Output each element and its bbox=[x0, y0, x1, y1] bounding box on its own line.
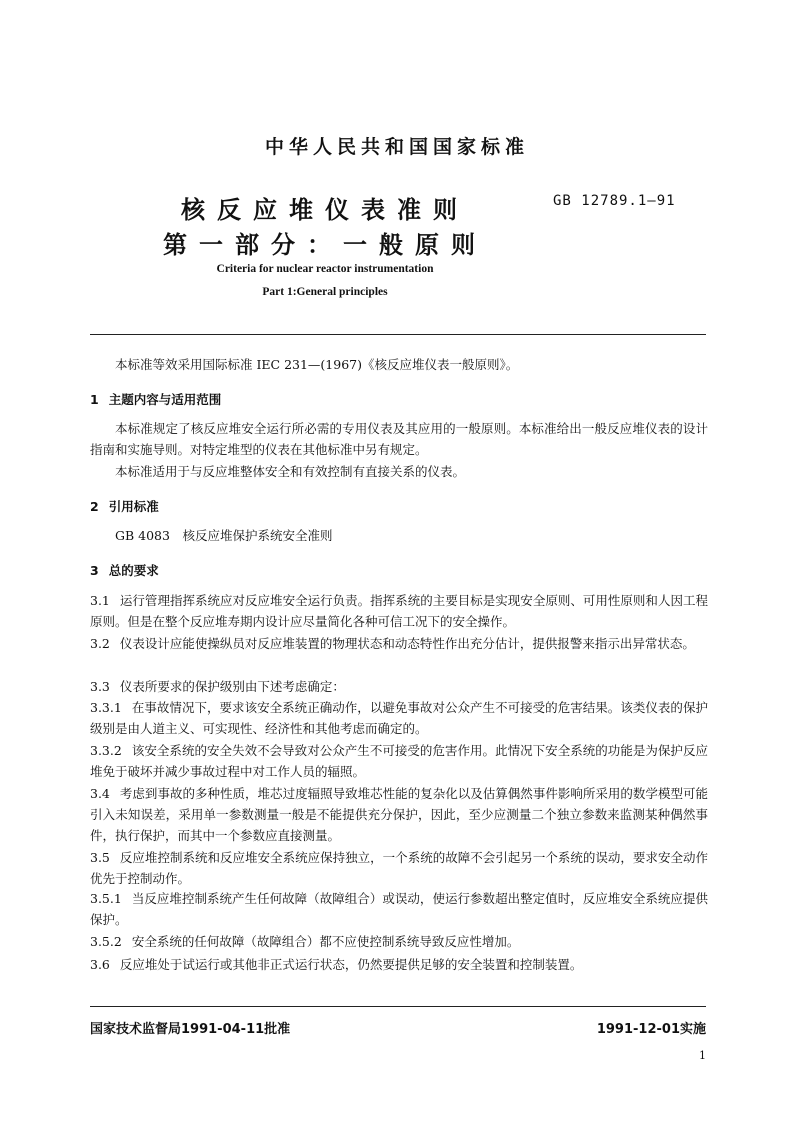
english-title: Criteria for nuclear reactor instrumentation bbox=[216, 263, 434, 275]
clause-text: 该安全系统的安全失效不会导致对公众产生不可接受的危害作用。此情况下安全系统的功能是为保护反应堆免于破坏并减少事故过程中对工作人员的辐照。 bbox=[90, 743, 708, 779]
page-number: 1 bbox=[699, 1049, 706, 1062]
standard-number: GB 12789.1—91 bbox=[553, 193, 676, 209]
clause-text: 考虑到事故的多种性质，堆芯过度辐照导致堆芯性能的复杂化以及估算偶然事件影响所采用的数学模型可能引入未知误差，采用单一参数测量一般是不能提供充分保护，因此，至少应测量二个独立参数来监测某种偶然事件，执行保护，而其中一个参数应直接测量。 bbox=[90, 786, 708, 843]
approval-date: 国家技术监督局1991-04-11批准 bbox=[90, 1022, 291, 1037]
clause-text: 在事故情况下，要求该安全系统正确动作，以避免事故对公众产生不可接受的危害结果。该类仪表的保护级别是由人道主义、可实现性、经济性和其他考虑而确定的。 bbox=[90, 700, 708, 736]
clause-3-3-1 bbox=[90, 697, 708, 739]
clause-3-1 bbox=[90, 590, 708, 632]
footer-divider bbox=[90, 1006, 706, 1007]
clause-number: 3.6 bbox=[90, 957, 110, 972]
clause-number: 3.3.2 bbox=[90, 743, 122, 758]
clause-3-2 bbox=[90, 633, 708, 654]
clause-number: 3.3.1 bbox=[90, 700, 122, 715]
clause-3-6 bbox=[90, 954, 708, 975]
clause-3-5-1 bbox=[90, 888, 708, 930]
section-title: 引用标准 bbox=[108, 499, 159, 514]
clause-number: 3.5 bbox=[90, 850, 110, 865]
header-divider bbox=[90, 334, 706, 335]
section-1-heading bbox=[90, 389, 708, 410]
section-2-heading bbox=[90, 496, 708, 517]
section-3-heading bbox=[90, 560, 708, 581]
clause-3-3-2 bbox=[90, 740, 708, 782]
national-standard-heading: 中华人民共和国国家标准 bbox=[264, 136, 529, 158]
section-number: 1 bbox=[90, 392, 99, 407]
intro-paragraph: 本标准等效采用国际标准 IEC 231—(1967)《核反应堆仪表一般原则》。 bbox=[115, 357, 519, 372]
clause-number: 3.5.1 bbox=[90, 891, 122, 906]
clause-text: 反应堆处于试运行或其他非正式运行状态，仍然要提供足够的安全装置和控制装置。 bbox=[119, 957, 583, 972]
section-title: 总的要求 bbox=[108, 563, 159, 578]
clause-text: 反应堆控制系统和反应堆安全系统应保持独立，一个系统的故障不会引起另一个系统的误动，要求安全动作优先于控制动作。 bbox=[90, 850, 708, 886]
clause-number: 3.5.2 bbox=[90, 934, 122, 949]
section-1-paragraph-1: 本标准规定了核反应堆安全运行所必需的专用仪表及其应用的一般原则。本标准给出一般反应堆仪表的设计指南和实施导则。对特定堆型的仪表在其他标准中另有规定。 bbox=[90, 421, 708, 457]
clause-text: 运行管理指挥系统应对反应堆安全运行负责。指挥系统的主要目标是实现安全原则、可用性原则和人因工程原则。但是在整个反应堆寿期内设计应尽量简化各种可信工况下的安全操作。 bbox=[90, 593, 708, 629]
clause-number: 3.2 bbox=[90, 636, 110, 651]
clause-number: 3.4 bbox=[90, 786, 110, 801]
clause-number: 3.3 bbox=[90, 679, 110, 694]
section-1-paragraph-2: 本标准适用于与反应堆整体安全和有效控制有直接关系的仪表。 bbox=[115, 464, 466, 479]
reference-standard: GB 4083 核反应堆保护系统安全准则 bbox=[115, 528, 333, 543]
clause-text: 仪表所要求的保护级别由下述考虑确定： bbox=[119, 679, 345, 694]
section-title: 主题内容与适用范围 bbox=[108, 392, 222, 407]
document-subtitle: 第一部分：一般原则 bbox=[163, 231, 487, 259]
clause-text: 安全系统的任何故障（故障组合）都不应使控制系统导致反应性增加。 bbox=[131, 934, 520, 949]
clause-3-4 bbox=[90, 783, 708, 846]
section-number: 2 bbox=[90, 499, 99, 514]
clause-number: 3.1 bbox=[90, 593, 110, 608]
clause-3-5-2 bbox=[90, 931, 708, 952]
clause-text: 仪表设计应能使操纵员对反应堆装置的物理状态和动态特性作出充分估计，提供报警来指示出异常状态。 bbox=[119, 636, 695, 651]
clause-text: 当反应堆控制系统产生任何故障（故障组合）或误动，使运行参数超出整定值时，反应堆安全系统应提供保护。 bbox=[90, 891, 708, 927]
english-part-title: Part 1:General principles bbox=[262, 286, 388, 298]
implementation-date: 1991-12-01实施 bbox=[596, 1022, 706, 1037]
document-title: 核反应堆仪表准则 bbox=[181, 196, 469, 224]
section-number: 3 bbox=[90, 563, 99, 578]
clause-3-5 bbox=[90, 847, 708, 889]
clause-3-3 bbox=[90, 676, 708, 697]
